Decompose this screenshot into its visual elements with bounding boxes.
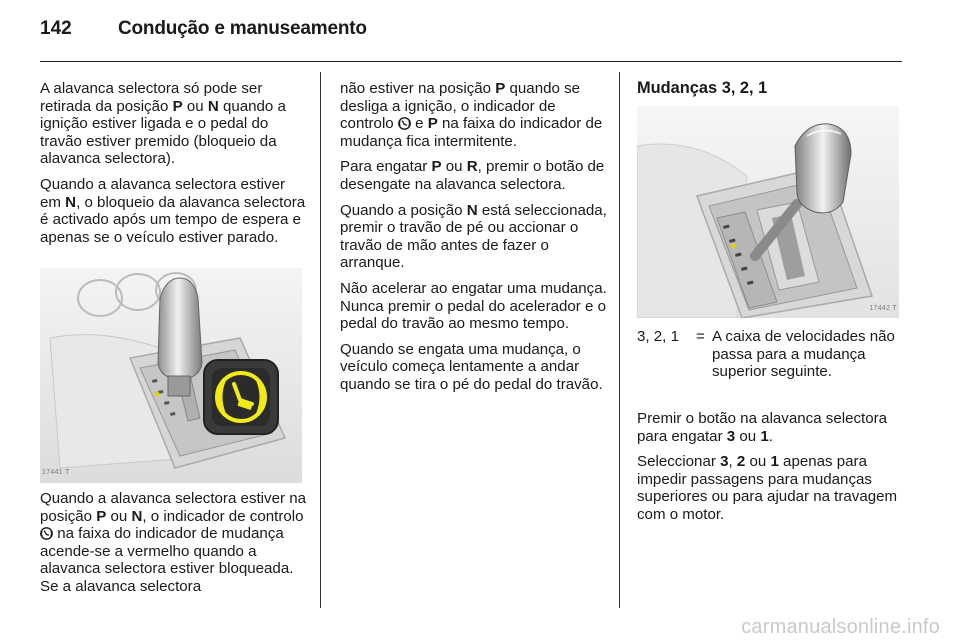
paragraph: A alavanca selectora só pode ser retirada da posição P ou N quando a ignição estiver ligada e o pedal do travão estiver premido (bloqueio da alavanca selectora). (40, 80, 286, 168)
brake-pedal-lock-indicator-icon (398, 117, 411, 130)
paragraph: Para engatar P ou R, premir o botão de desengate na alavanca selectora. (340, 158, 605, 193)
figure-code: 17441 T (42, 469, 70, 476)
paragraph: Quando se engata uma mudança, o veículo começa lentamente a andar quando se tira o pé do pedal do travão. (340, 340, 603, 393)
gear-selector-321-illustration (637, 106, 899, 318)
column-3-body (637, 410, 907, 532)
paragraph: Seleccionar 3, 2 ou 1 apenas para impedir passagens para mudanças superiores ou para ajudar na travagem com o motor. (637, 453, 898, 523)
paragraph: Quando a alavanca selectora estiver na posição P ou N, o indicador de controlo na faixa do indicador de mudança acende-se a vermelho quando a alavanca selectora estiver bloqueada. Se a alavanca selectora (40, 490, 306, 595)
column-1 (40, 80, 308, 254)
paragraph: Quando a posição N está seleccionada, premir o travão de pé ou accionar o travão de mão antes de fazer o arranque. (340, 201, 607, 272)
definition-equals: = (696, 328, 705, 345)
page-header (40, 18, 920, 48)
column-divider (619, 72, 620, 608)
paragraph: não estiver na posição P quando se desliga a ignição, o indicador de controlo e P na faixa do indicador de mudança fica intermitente. (340, 80, 603, 150)
watermark: carmanualsonline.info (741, 616, 940, 638)
section-heading: Mudanças 3, 2, 1 (637, 79, 768, 97)
brake-pedal-lock-indicator-icon (40, 527, 53, 540)
column-1-continued (40, 490, 308, 604)
paragraph: Quando a alavanca selectora estiver em N, o bloqueio da alavanca selectora é activado após um tempo de espera e apenas se o veículo estiver parado. (40, 175, 306, 246)
gear-selector-lock-illustration (40, 268, 302, 483)
chapter-title: Condução e manuseamento (118, 18, 367, 39)
definition-description: A caixa de velocidades não passa para a mudança superior seguinte. (712, 328, 895, 381)
gear-selector-lock-figure (40, 268, 302, 483)
column-2 (340, 80, 608, 402)
column-divider (320, 72, 321, 608)
paragraph: Premir o botão na alavanca selectora para engatar 3 ou 1. (637, 410, 888, 445)
page-number: 142 (40, 18, 72, 39)
gear-selector-321-figure (637, 106, 899, 318)
definition-term: 3, 2, 1 (637, 328, 679, 345)
paragraph: Não acelerar ao engatar uma mudança. Nunca premir o pedal do acelerador e o pedal do travão ao mesmo tempo. (340, 279, 607, 333)
figure-code: 17442 T (869, 305, 897, 312)
header-rule (40, 61, 902, 62)
